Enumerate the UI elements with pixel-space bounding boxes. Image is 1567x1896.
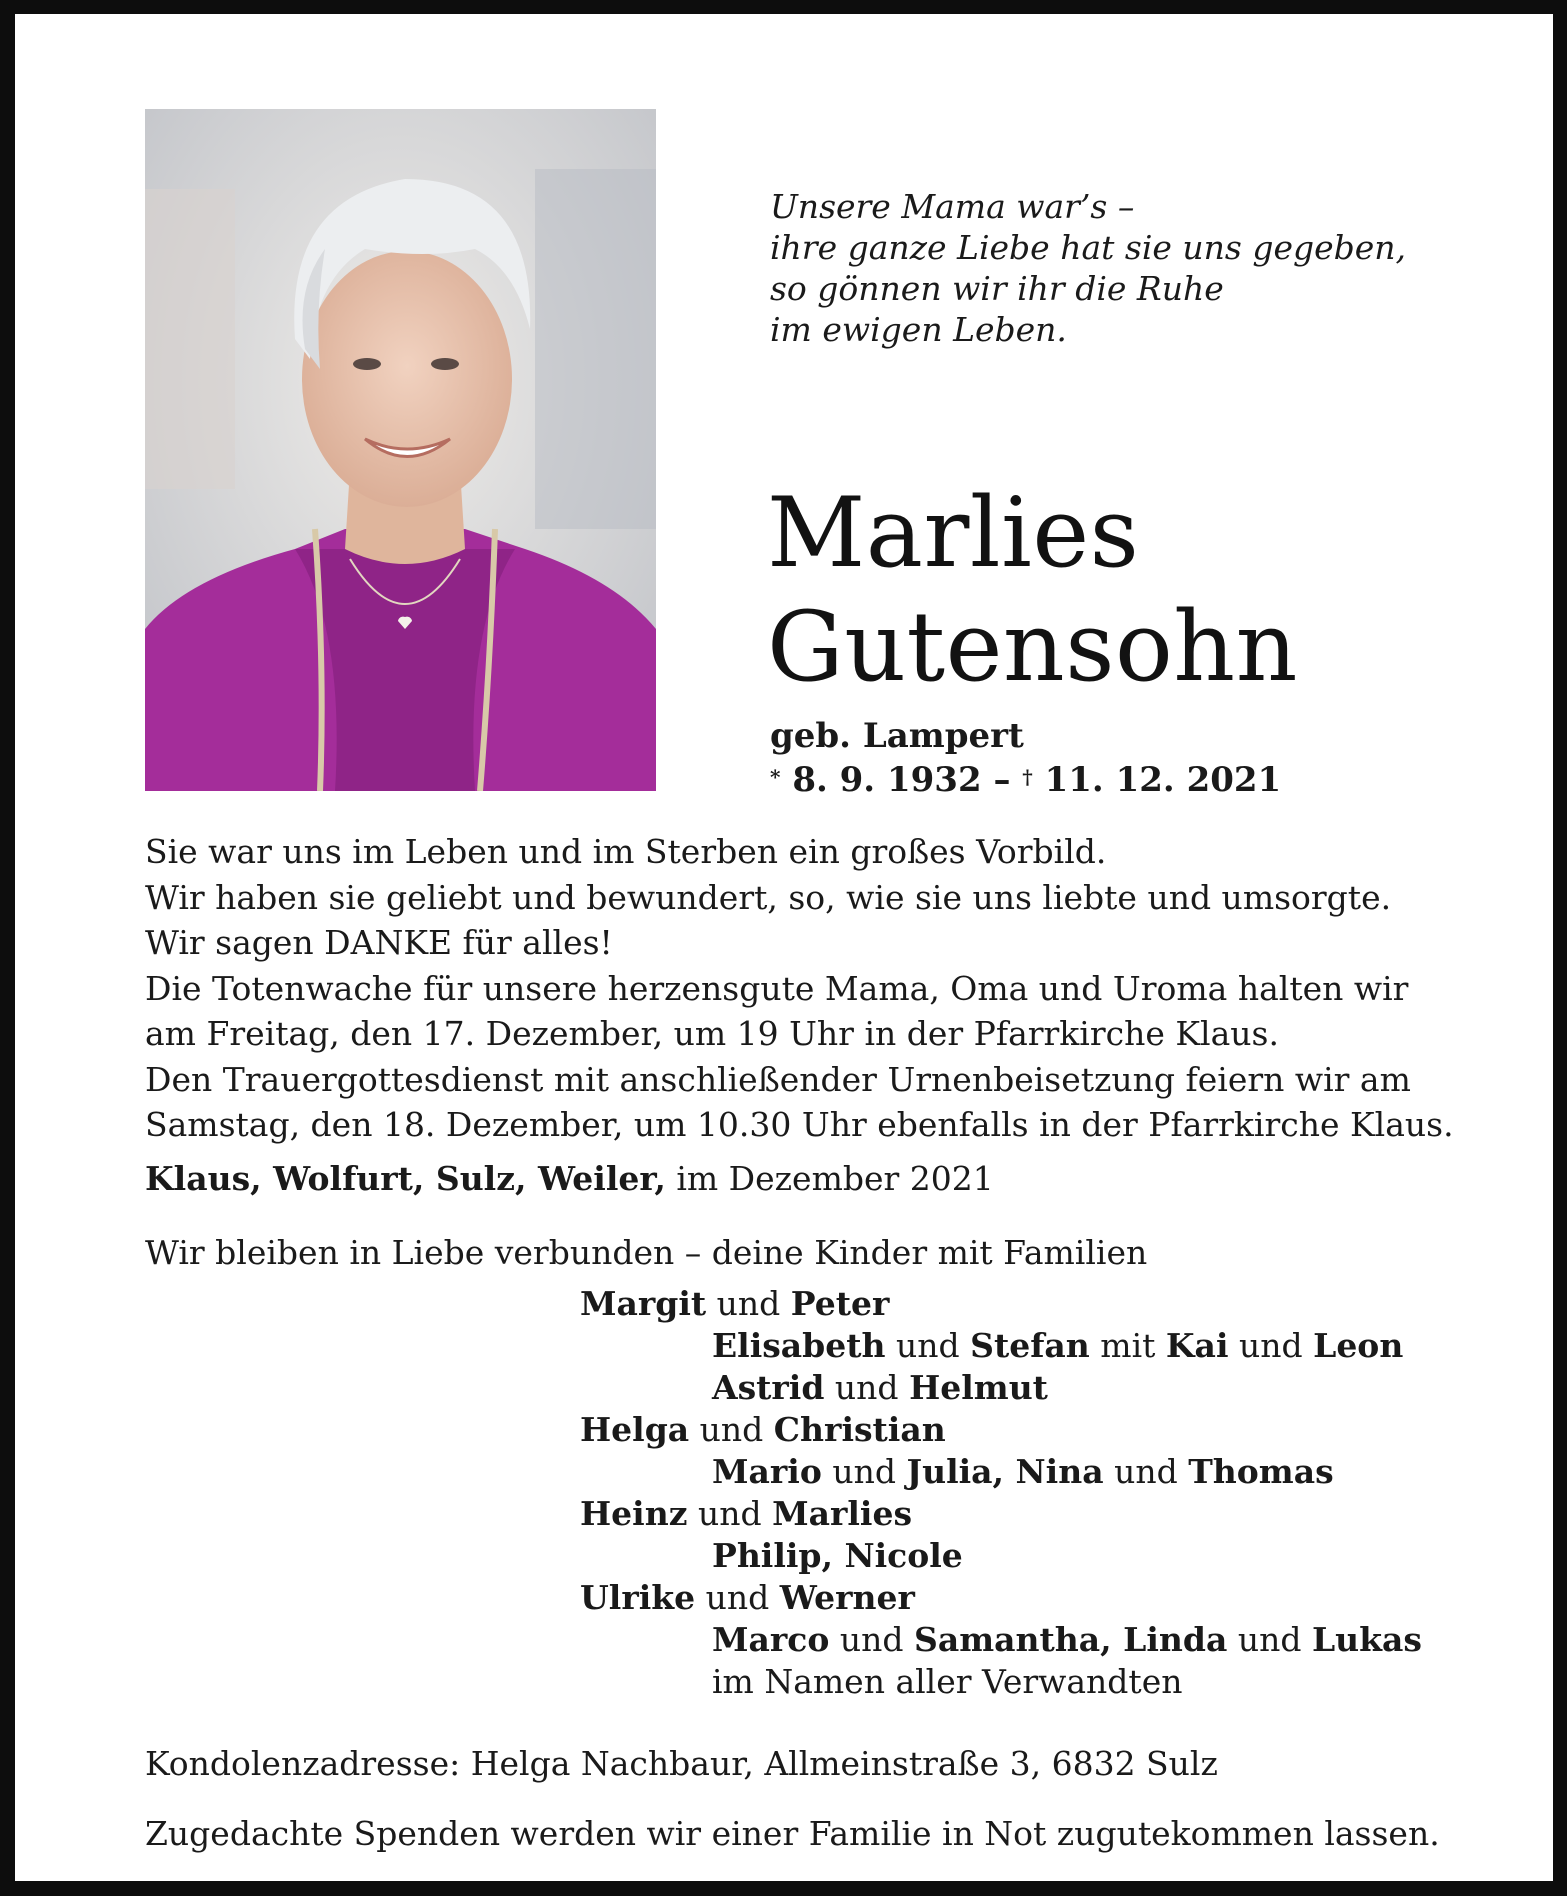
family-line — [580, 1283, 1422, 1325]
family-member-name: Lukas — [1311, 1620, 1422, 1659]
donation-note: Zugedachte Spenden werden wir einer Familie in Not zugutekommen lassen. — [145, 1814, 1440, 1853]
quote-line: Unsere Mama war’s – — [770, 187, 1135, 226]
family-connector: und — [687, 1494, 773, 1533]
family-member-name: Julia, Nina — [906, 1452, 1104, 1491]
family-line — [580, 1409, 1422, 1451]
family-connector: im Namen aller Verwandten — [712, 1662, 1183, 1701]
family-member-name: Helga — [580, 1410, 690, 1449]
body-line: Wir sagen DANKE für alles! — [145, 923, 613, 962]
family-list — [580, 1283, 1422, 1703]
family-member-name: Margit — [580, 1284, 707, 1323]
family-member-name: Werner — [779, 1578, 915, 1617]
life-dates — [770, 758, 1281, 802]
family-member-name: Leon — [1313, 1326, 1404, 1365]
body-line: Die Totenwache für unsere herzensgute Mama, Oma und Uroma halten wir — [145, 968, 1409, 1008]
family-connector: und — [821, 1452, 907, 1491]
family-member-name: Astrid — [712, 1368, 825, 1407]
family-line — [580, 1535, 1422, 1577]
portrait-illustration — [145, 109, 656, 791]
family-line — [580, 1493, 1422, 1535]
family-member-name: Mario — [712, 1452, 822, 1491]
places: Klaus, Wolfurt, Sulz, Weiler, — [145, 1159, 666, 1198]
family-connector: und — [689, 1410, 774, 1449]
family-line — [580, 1577, 1422, 1619]
family-connector: und — [706, 1284, 791, 1323]
birth-date: 8. 9. 1932 — [792, 760, 982, 800]
obituary-text — [145, 829, 1454, 1148]
death-date: 11. 12. 2021 — [1044, 760, 1282, 800]
family-connector: und — [1228, 1326, 1314, 1365]
memorial-quote — [770, 186, 1406, 350]
family-connector: und — [1227, 1620, 1312, 1659]
family-line — [580, 1367, 1422, 1409]
date: im Dezember 2021 — [665, 1159, 994, 1198]
family-member-name: Peter — [790, 1284, 890, 1323]
portrait-photo — [145, 109, 656, 791]
body-line: Wir haben sie geliebt und bewundert, so, wie sie uns liebte und umsorgte. — [145, 877, 1392, 917]
family-line — [580, 1619, 1422, 1661]
family-line — [580, 1451, 1422, 1493]
death-symbol: † — [1022, 765, 1033, 789]
family-member-name: Elisabeth — [712, 1326, 886, 1365]
family-connector: und — [829, 1620, 915, 1659]
family-line — [580, 1661, 1422, 1703]
birth-symbol: * — [770, 765, 781, 789]
quote-line: so gönnen wir ihr die Ruhe — [770, 269, 1224, 308]
family-line — [580, 1325, 1422, 1367]
body-line: Sie war uns im Leben und im Sterben ein großes Vorbild. — [145, 832, 1107, 871]
quote-line: ihre ganze Liebe hat sie uns gegeben, — [770, 228, 1407, 267]
condolence-address: Kondolenzadresse: Helga Nachbaur, Allmeinstraße 3, 6832 Sulz — [145, 1744, 1218, 1783]
family-connector: und — [695, 1578, 780, 1617]
last-name: Gutensohn — [767, 591, 1298, 703]
body-line: Samstag, den 18. Dezember, um 10.30 Uhr ebenfalls in der Pfarrkirche Klaus. — [145, 1105, 1454, 1144]
family-member-name: Marlies — [772, 1494, 913, 1533]
deceased-name — [767, 476, 1298, 704]
family-member-name: Helmut — [909, 1368, 1048, 1407]
family-member-name: Marco — [712, 1620, 830, 1659]
family-member-name: Samantha, Linda — [914, 1620, 1228, 1659]
date-dash: – — [993, 760, 1011, 800]
family-member-name: Heinz — [580, 1494, 688, 1533]
family-member-name: Ulrike — [580, 1578, 696, 1617]
quote-line: im ewigen Leben. — [770, 310, 1067, 349]
body-line: am Freitag, den 17. Dezember, um 19 Uhr in der Pfarrkirche Klaus. — [145, 1014, 1279, 1053]
family-member-name: Philip, Nicole — [712, 1536, 963, 1575]
family-connector: mit — [1089, 1326, 1166, 1365]
family-member-name: Thomas — [1188, 1452, 1334, 1491]
family-connector: und — [1103, 1452, 1189, 1491]
body-line: Den Trauergottesdienst mit anschließender Urnenbeisetzung feiern wir am — [145, 1059, 1411, 1099]
family-member-name: Christian — [773, 1410, 946, 1449]
first-name: Marlies — [767, 477, 1140, 589]
family-member-name: Kai — [1165, 1326, 1229, 1365]
family-connector: und — [885, 1326, 971, 1365]
family-connector: und — [824, 1368, 910, 1407]
family-member-name: Stefan — [970, 1326, 1090, 1365]
maiden-name: geb. Lampert — [770, 716, 1024, 756]
family-intro: Wir bleiben in Liebe verbunden – deine Kinder mit Familien — [145, 1233, 1148, 1272]
place-and-date — [145, 1157, 994, 1201]
